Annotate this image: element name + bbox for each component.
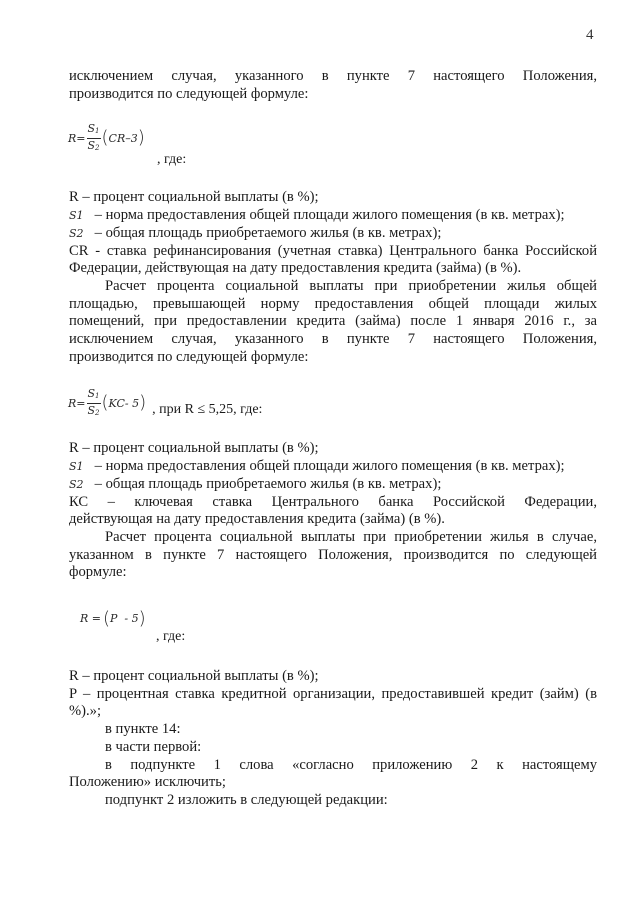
formula-1-fraction xyxy=(87,123,101,154)
def-1-s1-symbol: S1 xyxy=(69,209,84,223)
item-point-14: в пункте 14: xyxy=(105,721,181,738)
document-body xyxy=(69,68,597,810)
def-2-s1-text: – норма предоставления общей площади жилого помещения (в кв. метрах); xyxy=(91,458,565,475)
formula-2 xyxy=(68,384,597,422)
def-2-s2-symbol: S2 xyxy=(69,477,84,491)
def-2-s1-symbol: S1 xyxy=(69,460,84,474)
item-subpoint-2: подпункт 2 изложить в следующей редакции: xyxy=(105,791,388,808)
para-2-line-5: производится по следующей формуле: xyxy=(69,348,309,365)
formula-1-denominator-sub: 2 xyxy=(95,143,100,152)
def-3-p-line-2: %).»; xyxy=(69,703,102,720)
para-2-line-2: площадью, превышающей норму предоставления общей площади жилых xyxy=(69,295,597,312)
formula-3-lhs: R = xyxy=(80,612,101,626)
formula-2-paren-open: ( xyxy=(101,392,109,414)
para-2-line-4: исключением случая, указанного в пункте 7 настоящего Положения, xyxy=(69,331,597,348)
formula-2-numerator: S xyxy=(87,386,96,400)
def-2-kc-line-1: КС – ключевая ставка Центрального банка Российской Федерации, xyxy=(69,493,597,510)
def-2-r: R – процент социальной выплаты (в %); xyxy=(69,440,319,457)
formula-2-fraction xyxy=(87,388,101,419)
formula-2-denominator-sub: 2 xyxy=(95,408,100,417)
def-1-s2-symbol: S2 xyxy=(69,226,84,240)
para-3-line-2: указанном в пункте 7 настоящего Положения, производится по следующей xyxy=(69,546,597,563)
formula-1-numerator-sub: 1 xyxy=(95,126,100,135)
item-subpoint-1-line-1: в подпункте 1 слова «согласно приложению 2 к настоящему xyxy=(105,756,597,773)
def-1-s2 xyxy=(69,225,597,243)
def-2-kc-line-2: действующая на дату предоставления кредита (займа) (в %). xyxy=(69,511,445,528)
formula-3 xyxy=(80,608,597,630)
formula-3-tail: , где: xyxy=(156,629,186,645)
intro-line-2: производится по следующей формуле: xyxy=(69,85,309,102)
formula-2-denominator: S xyxy=(87,403,96,417)
formula-2-numerator-sub: 1 xyxy=(95,391,100,400)
formula-1-numerator: S xyxy=(87,121,96,135)
def-1-s1 xyxy=(69,207,597,225)
def-2-s1 xyxy=(69,458,597,476)
para-3-line-1: Расчет процента социальной выплаты при приобретении жилья в случае, xyxy=(105,528,597,545)
def-3-p-line-1: P – процентная ставка кредитной организации, предоставившей кредит (займ) (в xyxy=(69,685,597,702)
formula-2-lhs: R= xyxy=(68,396,86,410)
def-2-s2 xyxy=(69,476,597,494)
formula-3-paren-open: ( xyxy=(103,608,111,630)
para-2-line-3: помещений, при предоставлении кредита (займа) после 1 января 2016 г., за xyxy=(69,313,597,330)
def-1-s2-text: – общая площадь приобретаемого жилья (в кв. метрах); xyxy=(91,224,442,241)
def-3-r: R – процент социальной выплаты (в %); xyxy=(69,668,319,685)
def-1-cr-line-1: CR - ставка рефинансирования (учетная ставка) Центрального банка Российской xyxy=(69,242,597,259)
page-number: 4 xyxy=(586,27,594,43)
def-2-s2-text: – общая площадь приобретаемого жилья (в кв. метрах); xyxy=(91,475,442,492)
formula-1-tail: , где: xyxy=(157,152,187,168)
formula-2-tail: , при R ≤ 5,25, где: xyxy=(152,401,263,417)
intro-line-1: исключением случая, указанного в пункте 7 настоящего Положения, xyxy=(69,68,597,84)
def-1-cr-line-2: Федерации, действующая на дату предоставления кредита (займа) (в %). xyxy=(69,260,522,277)
formula-1-paren-open: ( xyxy=(101,127,109,149)
formula-3-paren-close: ) xyxy=(138,608,146,630)
formula-1-inner: CR–3 xyxy=(108,131,138,145)
def-1-s1-text: – норма предоставления общей площади жилого помещения (в кв. метрах); xyxy=(91,207,565,224)
formula-2-inner: KC- 5 xyxy=(108,396,140,410)
def-1-r: R – процент социальной выплаты (в %); xyxy=(69,189,319,206)
formula-1-paren-close: ) xyxy=(137,127,145,149)
para-3-line-3: формуле: xyxy=(69,564,127,581)
item-subpoint-1-line-2: Положению» исключить; xyxy=(69,774,226,791)
item-part-one: в части первой: xyxy=(105,738,202,755)
formula-1-denominator: S xyxy=(87,138,96,152)
formula-3-inner: P - 5 xyxy=(110,612,139,626)
formula-2-paren-close: ) xyxy=(139,392,147,414)
para-2-line-1: Расчет процента социальной выплаты при приобретении жилья общей xyxy=(105,277,597,294)
formula-1-lhs: R= xyxy=(68,131,86,145)
